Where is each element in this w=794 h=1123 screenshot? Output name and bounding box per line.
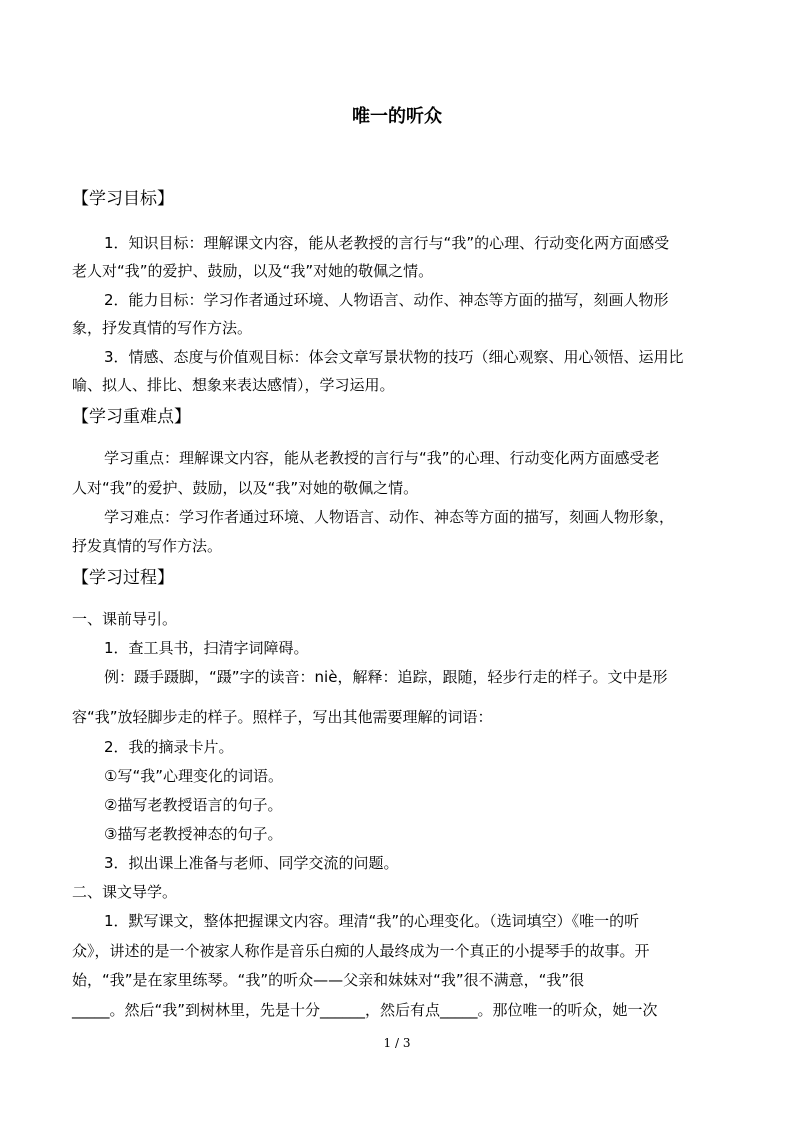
paragraph-line: 容“我”放轻脚步走的样子。照样子，写出其他需要理解的词语：: [72, 708, 493, 726]
section-heading-key-points: 【学习重难点】: [72, 407, 191, 427]
paragraph-line: 3．拟出课上准备与老师、同学交流的问题。: [104, 854, 399, 872]
section-heading-objectives: 【学习目标】: [72, 189, 174, 209]
paragraph-line: 1．查工具书，扫清字词障碍。: [104, 639, 309, 657]
document-title: 唯一的听众: [352, 106, 442, 127]
paragraph-line: 1．默写课文，整体把握课文内容。理清“我”的心理变化。（选词填空）《唯一的听: [104, 912, 640, 930]
paragraph-line: 喻、拟人、排比、想象来表达感情），学习运用。: [72, 376, 395, 394]
page-number: 1 / 3: [383, 1036, 411, 1050]
paragraph-line: ①写“我”心理变化的词语。: [104, 767, 283, 785]
paragraph-line: ③描写老教授神态的句子。: [104, 825, 283, 843]
paragraph-line: 3．情感、态度与价值观目标：体会文章写景状物的技巧（细心观察、用心领悟、运用比: [104, 348, 684, 366]
section-heading-process: 【学习过程】: [72, 568, 174, 588]
paragraph-line: 一、课前导引。: [72, 610, 178, 628]
paragraph-line: 众》，讲述的是一个被家人称作是音乐白痴的人最终成为一个真正的小提琴手的故事。开: [72, 942, 650, 960]
paragraph-line: 老人对“我”的爱护、鼓励，以及“我”对她的敬佩之情。: [72, 262, 434, 280]
paragraph-line: 例：蹑手蹑脚，“蹑”字的读音：niè，解释：追踪，跟随，轻步行走的样子。文中是形: [104, 668, 668, 686]
paragraph-line: _____。然后“我”到树林里，先是十分______，然后有点_____。那位唯一的听众，她一次: [72, 1001, 658, 1019]
paragraph-line: 学习重点：理解课文内容，能从老教授的言行与“我”的心理、行动变化两方面感受老: [104, 449, 660, 467]
paragraph-line: 抒发真情的写作方法。: [72, 537, 223, 555]
paragraph-line: 2．我的摘录卡片。: [104, 738, 234, 756]
paragraph-line: 始，“我”是在家里练琴。“我”的听众——父亲和妹妹对“我”很不满意，“我”很: [72, 971, 585, 989]
paragraph-line: 人对“我”的爱护、鼓励，以及“我”对她的敬佩之情。: [72, 479, 419, 497]
paragraph-line: ②描写老教授语言的句子。: [104, 796, 283, 814]
paragraph-line: 1．知识目标：理解课文内容，能从老教授的言行与“我”的心理、行动变化两方面感受: [104, 234, 670, 252]
paragraph-line: 象，抒发真情的写作方法。: [72, 319, 253, 337]
paragraph-line: 二、课文导学。: [72, 883, 178, 901]
paragraph-line: 2．能力目标：学习作者通过环境、人物语言、动作、神态等方面的描写，刻画人物形: [104, 291, 669, 309]
paragraph-line: 学习难点：学习作者通过环境、人物语言、动作、神态等方面的描写，刻画人物形象，: [104, 508, 675, 526]
